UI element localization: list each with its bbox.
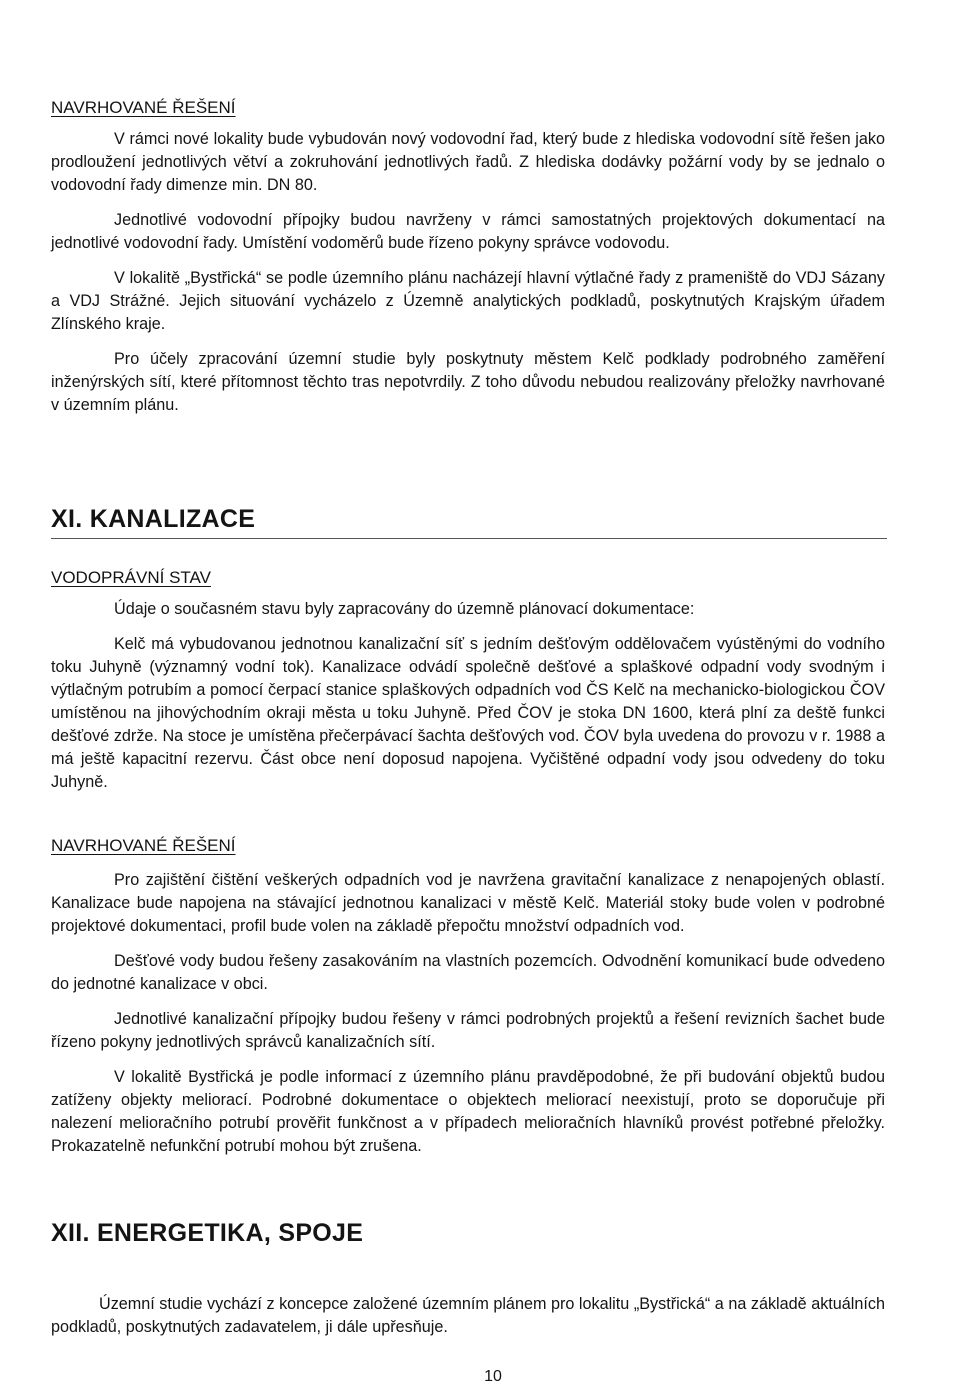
paragraph: V rámci nové lokality bude vybudován nový vodovodní řad, který bude z hlediska vodovodní sítě řešen jako prodloužení jednotlivých větví a zokruhování jednotlivých řadů. Z hlediska dodávky požární vody by se jednalo o vodovodní řady dimenze min. DN 80. <box>51 130 885 194</box>
paragraph: Jednotlivé vodovodní přípojky budou navrženy v rámci samostatných projektových dokumentací na jednotlivé vodovodní řady. Umístění vodoměrů bude řízeno pokyny správce vodovodu. <box>51 211 885 252</box>
paragraph: Pro účely zpracování územní studie byly poskytnuty městem Kelč podklady podrobného zaměření inženýrských sítí, které přítomnost těchto tras nepotvrdily. Z toho důvodu nebudou realizovány přeložky navrhované v územním plánu. <box>51 350 885 414</box>
paragraph: Územní studie vychází z koncepce založené územním plánem pro lokalitu „Bystřická“ a na základě aktuálních podkladů, poskytnutých zadavatelem, ji dále upřesňuje. <box>51 1295 885 1336</box>
section-current-state-body <box>51 598 885 806</box>
paragraph: Dešťové vody budou řešeny zasakováním na vlastních pozemcích. Odvodnění komunikací bude odvedeno do jednotné kanalizace v obci. <box>51 952 885 993</box>
paragraph: Kelč má vybudovanou jednotnou kanalizační síť s jedním dešťovým oddělovačem vyústěnými do vodního toku Juhyně (významný vodní tok). Kanalizace odvádí společně dešťové a splaškové odpadní vody svodným i výtlačným potrubím a pomocí čerpací stanice splaškových odpadních vod ČS Kelč na mechanicko-biologickou ČOV umístěnou na jihovýchodním okraji města u toku Juhyně. Před ČOV je stoka DN 1600, která plní za deště funkci dešťové zdrže. Na stoce je umístěna přečerpávací šachta dešťových vod. ČOV byla uvedena do provozu v r. 1988 a má ještě kapacitní rezervu. Část obce není doposud napojena. Vyčištěné odpadní vody jsou odvedeny do toku Juhyně. <box>51 635 885 791</box>
chapter-title-kanalizace: XI. KANALIZACE <box>51 505 256 533</box>
paragraph: Pro zajištění čištění veškerých odpadních vod je navržena gravitační kanalizace z nenapojených oblastí. Kanalizace bude napojena na stávající jednotnou kanalizaci v městě Kelč. Materiál stoky bude volen v podrobné projektové dokumentaci, profil bude volen na základě přepočtu množství odpadních vod. <box>51 871 885 935</box>
section-heading-sewer-solution: NAVRHOVANÉ ŘEŠENÍ <box>51 836 236 855</box>
section-sewer-solution-body <box>51 869 885 1170</box>
chapter-divider <box>51 538 887 539</box>
page-number: 10 <box>484 1368 502 1385</box>
paragraph: Údaje o současném stavu byly zapracovány do územně plánovací dokumentace: <box>114 600 695 618</box>
chapter-title-energetika: XII. ENERGETIKA, SPOJE <box>51 1219 364 1247</box>
section-energy-body <box>51 1293 885 1351</box>
section-water-solution-body <box>51 128 885 429</box>
paragraph: V lokalitě „Bystřická“ se podle územního plánu nacházejí hlavní výtlačné řady z prameniště do VDJ Sázany a VDJ Strážné. Jejich situování vycházelo z Územně analytických podkladů, poskytnutých Krajským úřadem Zlínského kraje. <box>51 269 885 333</box>
section-heading-water-solution: NAVRHOVANÉ ŘEŠENÍ <box>51 98 236 117</box>
paragraph: V lokalitě Bystřická je podle informací z územního plánu pravděpodobné, že při budování objektů budou zatíženy objekty meliorací. Podrobné dokumentace o objektech meliorací neexistují, proto se doporučuje při nalezení melioračního potrubí prověřit funkčnost a v případech melioračních hlavníků provést potřebné přeložky. Prokazatelně nefunkční potrubí mohou být zrušena. <box>51 1068 885 1155</box>
section-heading-current-state: VODOPRÁVNÍ STAV <box>51 568 211 587</box>
paragraph: Jednotlivé kanalizační přípojky budou řešeny v rámci podrobných projektů a řešení revizních šachet bude řízeno pokyny jednotlivých správců kanalizačních sítí. <box>51 1010 885 1051</box>
